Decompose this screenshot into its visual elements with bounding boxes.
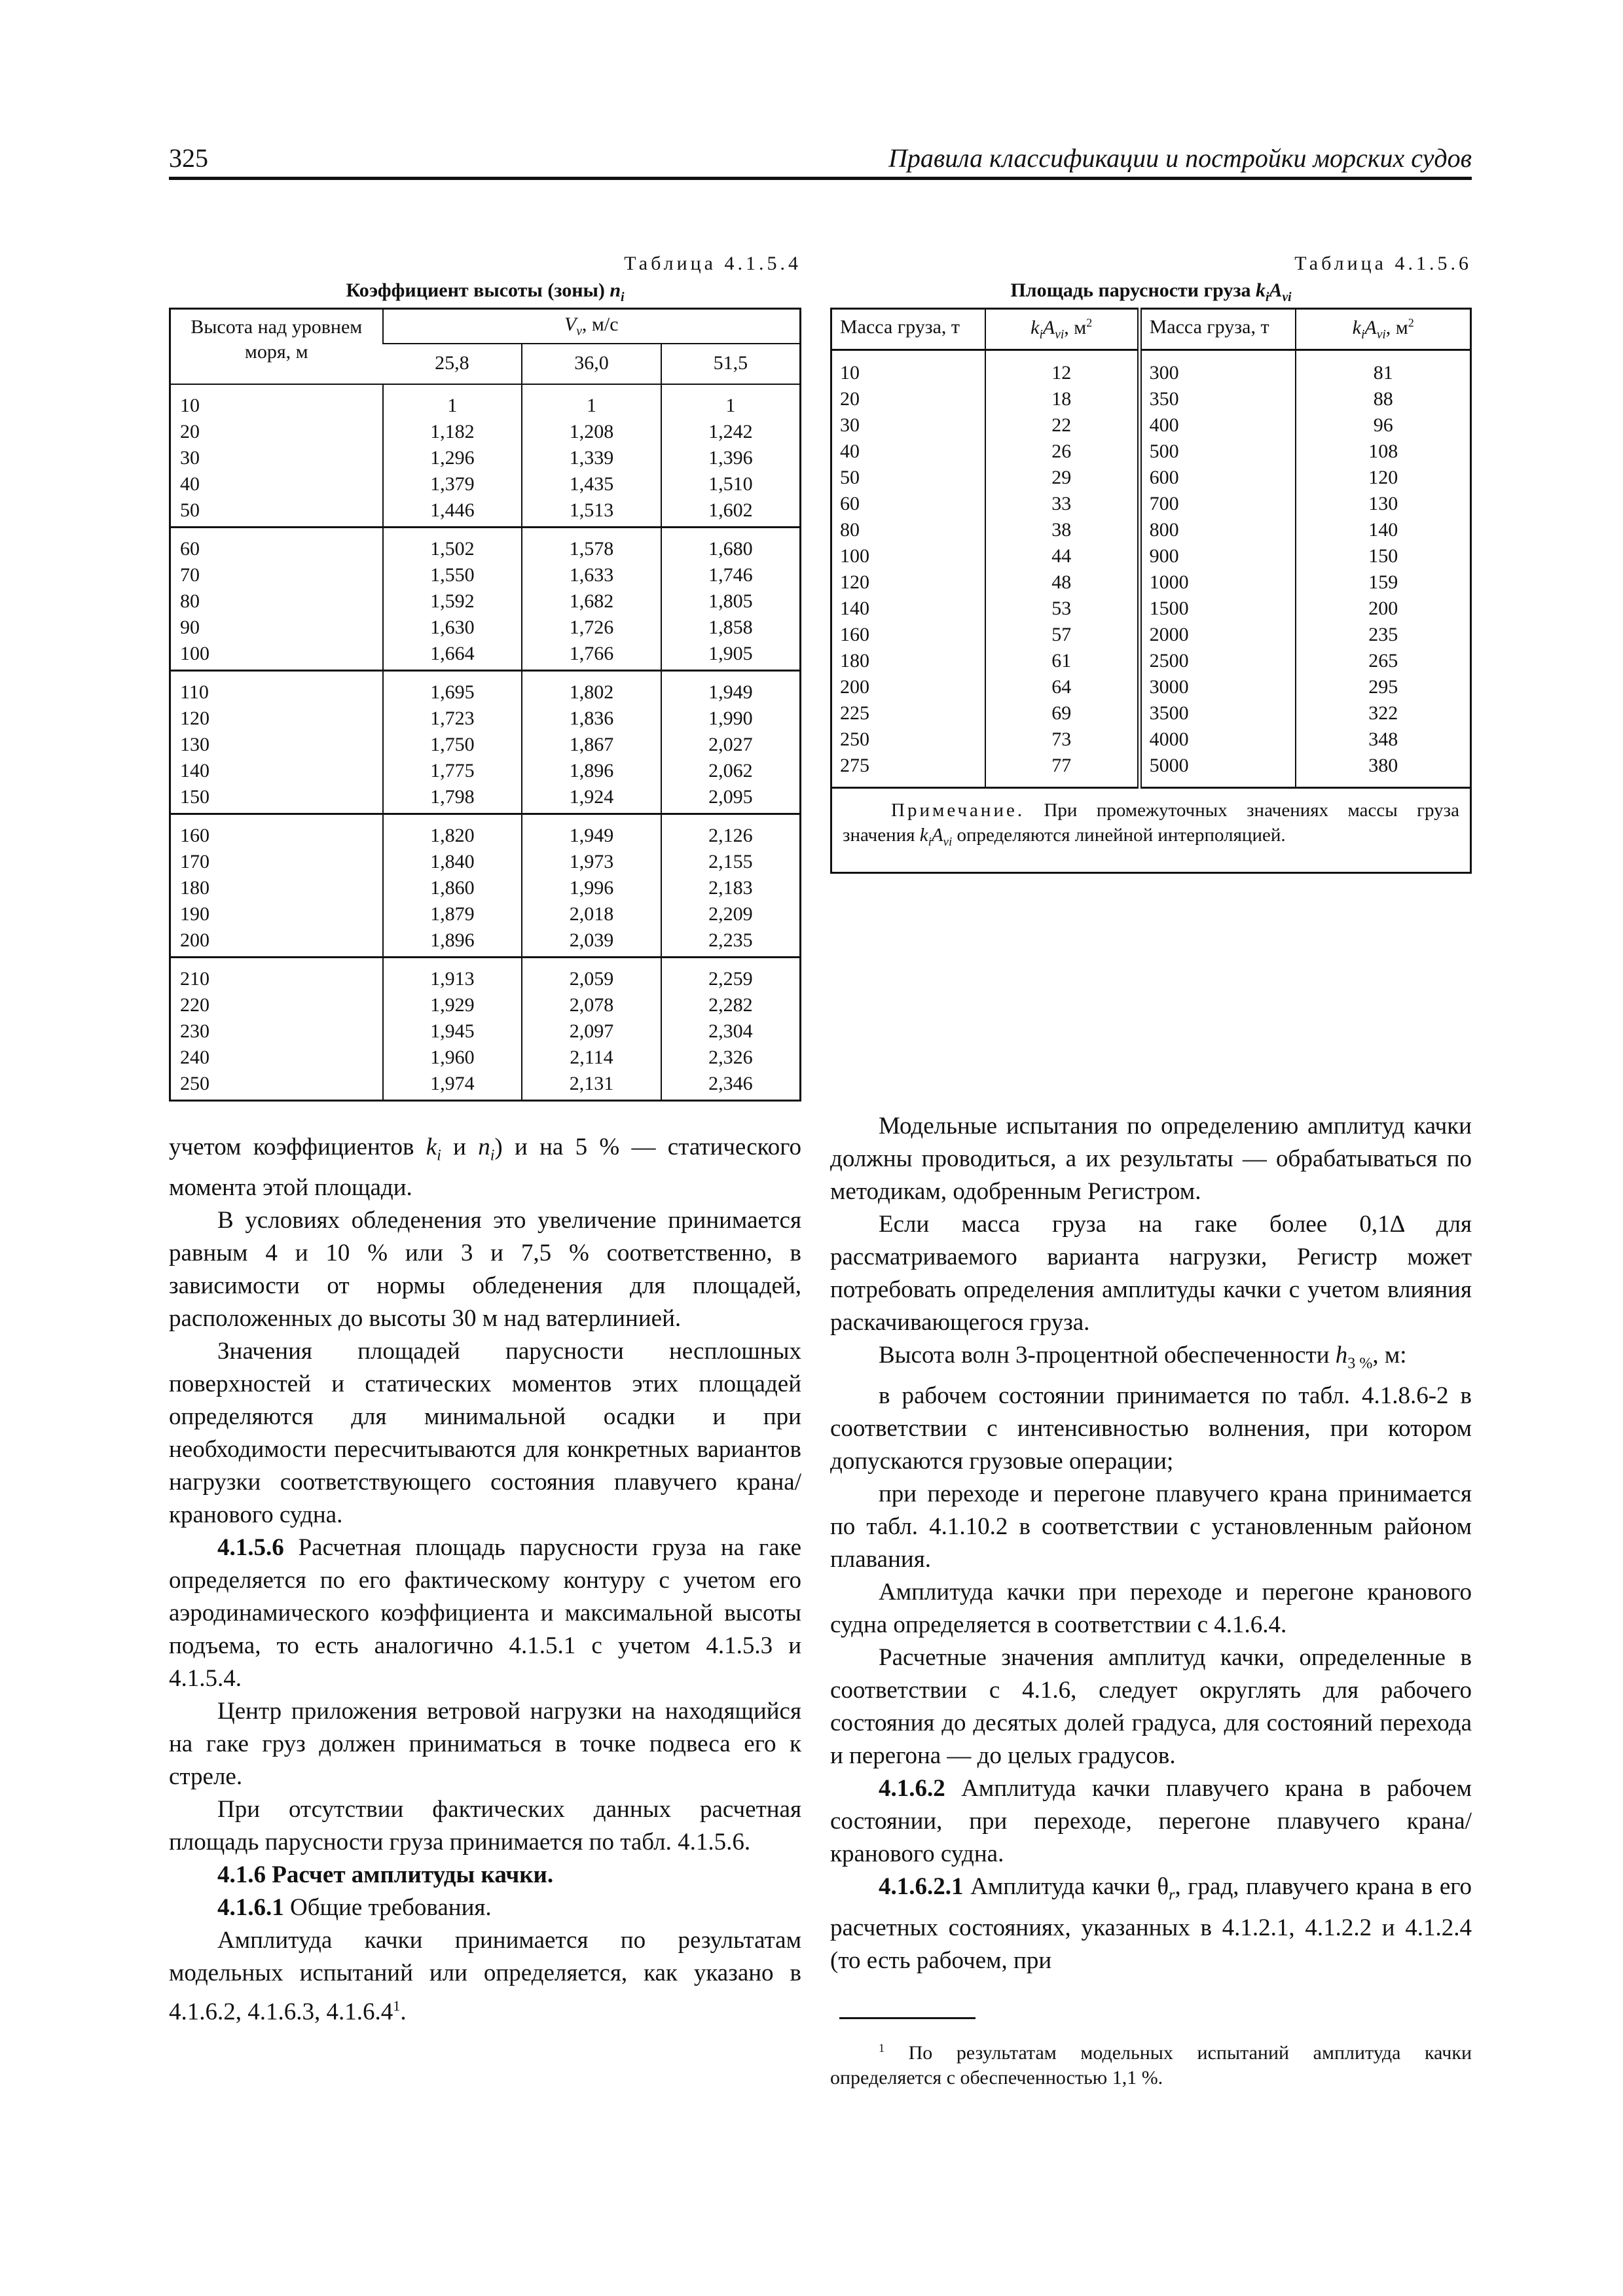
paragraph: Расчетные значения амплитуд качки, определенные в соответствии с 4.1.6, следует округлять для рабочего состояния до десятых долей градуса, для состояний перехода и перегона — до целых градусов. [830, 1644, 1472, 1770]
paragraph: в рабочем состоянии принимается по табл. 4.1.8.6-2 в соответствии с интенсивностью волнения, при котором допускаются грузовые операции; [830, 1382, 1472, 1475]
section-heading: 4.1.6 Расчет амплитуды качки. [217, 1861, 554, 1889]
cargo-windage-table [830, 308, 1472, 874]
paragraph: учетом коэффициентов $k_i$ и $n_i$) и на 5 % — статического момента этой площади. [169, 1134, 801, 1202]
value-cell: 2,259 2,282 2,304 2,326 2,346 [661, 958, 801, 1101]
paragraph: при переходе и перегоне плавучего крана принимается по табл. 4.1.10.2 в соответствии с установленным районом плавания. [830, 1480, 1472, 1573]
value-cell: 1,949 1,973 1,996 2,018 2,039 [522, 814, 661, 958]
value-cell: 1,913 1,929 1,945 1,960 1,974 [383, 958, 522, 1101]
value-cell: 2,126 2,155 2,183 2,209 2,235 [661, 814, 801, 958]
mass-cell: 300 350 400 500 600 700 800 900 1000 1500 2000 2500 3000 3500 4000 5000 [1139, 350, 1296, 788]
table-row [170, 814, 801, 958]
value-cell: 2,059 2,078 2,097 2,114 2,131 [522, 958, 661, 1101]
table-row [170, 671, 801, 814]
paragraph: Модельные испытания по определению амплитуд качки должны проводиться, а их результаты — обрабатываться по методикам, одобренным Регистром. [830, 1113, 1472, 1205]
paragraph: 4.1.6.2 Амплитуда качки плавучего крана в рабочем состоянии, при переходе, перегоне плавучего крана/кранового судна. [830, 1775, 1472, 1868]
value-cell: 1,820 1,840 1,860 1,879 1,896 [383, 814, 522, 958]
table2-mass-header-2: Масса груза, т [1139, 309, 1296, 350]
table1-speed-2: 36,0 [522, 344, 661, 384]
table-row [170, 384, 801, 528]
table2-value-header-1: $k_iA_{vi}$, $м^2$ [985, 309, 1139, 350]
value-cell: 1,949 1,990 2,027 2,062 2,095 [661, 671, 801, 814]
paragraph: При отсутствии фактических данных расчетная площадь парусности груза принимается по табл. 4.1.5.6. [169, 1796, 801, 1856]
paragraph: Амплитуда качки при переходе и перегоне кранового судна определяется в соответствии с 4.1.6.4. [830, 1579, 1472, 1639]
table1-speed-3: 51,5 [661, 344, 801, 384]
table-row [831, 350, 1471, 788]
height-cell: 110 120 130 140 150 [170, 671, 383, 814]
table2-value-header-2: $k_iA_{vi}$, $м^2$ [1296, 309, 1470, 350]
table2-note: Примечание. При промежуточных значениях массы груза значения $k_iA_{vi}$ определяются линейной интерполяцией. [831, 788, 1471, 873]
header-rule [169, 177, 1472, 180]
table1-speed-1: 25,8 [383, 344, 522, 384]
table-row [170, 958, 801, 1101]
table2-mass-header-1: Масса груза, т [831, 309, 985, 350]
value-cell: 1 1,182 1,296 1,379 1,446 [383, 384, 522, 528]
height-cell: 60 70 80 90 100 [170, 528, 383, 671]
height-coefficient-table [169, 308, 801, 1102]
value-cell: 1,578 1,633 1,682 1,726 1,766 [522, 528, 661, 671]
paragraph: Центр приложения ветровой нагрузки на находящийся на гаке груз должен приниматься в точке подвеса его к стреле. [169, 1698, 801, 1791]
table1-speed-header: $V_v$, м/с [383, 309, 801, 344]
running-title: Правила классификации и постройки морских судов [888, 143, 1472, 173]
subsection-heading: 4.1.6.1 Общие требования. [217, 1894, 492, 1922]
footnote-ref: 1 [393, 1998, 401, 2015]
mass-cell: 10 20 30 40 50 60 80 100 120 140 160 180 200 225 250 275 [840, 362, 869, 776]
footnote: $^1$ По результатам модельных испытаний амплитуда качки определяется с обеспеченностью 1,1 %. [830, 2041, 1472, 2089]
height-cell: 210 220 230 240 250 [180, 968, 210, 1094]
paragraph: Значения площадей парусности несплошных поверхностей и статических моментов этих площадей определяются для минимальной осадки и при необходимости пересчитываются для конкретных вариантов нагрузки соответствующего состояния плавучего крана/кранового судна. [169, 1338, 801, 1529]
paragraph: 4.1.6.2.1 Амплитуда качки $\theta_r$, град, плавучего крана в его расчетных состояниях, указанных в 4.1.2.1, 4.1.2.2 и 4.1.2.4 (то есть рабочем, при [830, 1873, 1472, 1974]
value-cell: 1,502 1,550 1,592 1,630 1,664 [383, 528, 522, 671]
paragraph: Амплитуда качки принимается по результатам модельных испытаний или определяется, как указано в 4.1.6.2, 4.1.6.3, 4.1.6.4$^1$. [169, 1927, 801, 2026]
value-cell: 1,695 1,723 1,750 1,775 1,798 [383, 671, 522, 814]
paragraph: Если масса груза на гаке более 0,1Δ для рассматриваемого варианта нагрузки, Регистр может потребовать определения амплитуды качки с учетом влияния раскачивающегося груза. [830, 1211, 1472, 1336]
value-cell: 1 1,242 1,396 1,510 1,602 [661, 384, 801, 528]
value-cell: 1,802 1,836 1,867 1,896 1,924 [522, 671, 661, 814]
left-column [169, 1131, 801, 2029]
height-cell: 160 170 180 190 200 [170, 814, 383, 958]
table1-caption: Коэффициент высоты (зоны) $n_i$ [346, 279, 625, 304]
table1-number: Таблица 4.1.5.4 [624, 253, 801, 274]
table2-number: Таблица 4.1.5.6 [1294, 253, 1472, 274]
page-number: 325 [169, 143, 208, 173]
paragraph: 4.1.5.6 Расчетная площадь парусности груза на гаке определяется по его фактическому контуру с учетом его аэродинамического коэффициента и максимальной высоты подъема, то есть аналогично 4.1.5.1 с учетом 4.1.5.3 и 4.1.5.4. [169, 1534, 801, 1693]
value-cell: 1,680 1,746 1,805 1,858 1,905 [661, 528, 801, 671]
table2-caption: Площадь парусности груза $k_iA_{vi}$ [1010, 279, 1292, 304]
value-cell: 81 88 96 108 120 130 140 150 159 200 235 265 295 322 348 380 [1296, 350, 1470, 788]
footnote-rule [839, 2017, 976, 2019]
table1-col0-header: Высота над уровнем моря, м [170, 309, 383, 385]
value-cell: 12 18 22 26 29 33 38 44 48 53 57 61 64 69 73 77 [985, 350, 1139, 788]
table-row [170, 528, 801, 671]
height-cell: 10 20 30 40 50 [170, 384, 383, 528]
right-column [830, 1110, 1472, 1977]
paragraph: Высота волн 3-процентной обеспеченности $h_{3 \%}$, м: [879, 1342, 1407, 1372]
value-cell: 1 1,208 1,339 1,435 1,513 [522, 384, 661, 528]
paragraph: В условиях обледенения это увеличение принимается равным 4 и 10 % или 3 и 7,5 % соответственно, в зависимости от нормы обледенения для площадей, расположенных до высоты 30 м над ватерлинией. [169, 1207, 801, 1333]
